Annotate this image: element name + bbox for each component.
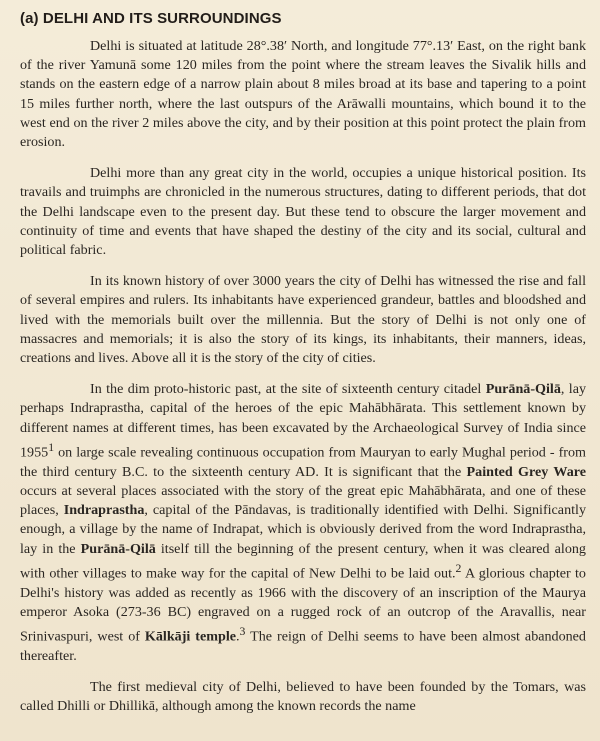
paragraph-proto-history — [20, 380, 586, 666]
term-kalkaji-temple: Kālkāji temple — [144, 628, 236, 645]
text-run: The reign of Delhi seems to have been almost abandoned thereafter. — [20, 628, 586, 664]
term-painted-grey-ware: Painted Grey Ware — [466, 463, 586, 480]
paragraph-known-history: In its known history of over 3000 years the city of Delhi has witnessed the rise and fall of several empires and rulers. Its inhabitants have experienced grandeur, battles and bloodshed and lived with the memorials built over the millennia. But the story of Delhi is not only one of massacres and memorials; it is also the story of its kings, its inhabitants, their manners, ideas, creations and lives. Above all it is the story of the city of cities. — [20, 273, 586, 367]
text-run: In the dim proto-historic past, at the site of sixteenth century citadel — [90, 381, 486, 398]
text-run: A glorious chapter to Delhi's history was added as recently as 1966 with the discovery of an inscription of the Maurya emperor Asoka (273-36 BC) engraved on a rugged rock of an outcrop of the Aravallis, near Srinivaspuri, west of — [20, 565, 586, 645]
term-indraprastha: Indraprastha — [63, 502, 145, 519]
paragraph-location: Delhi is situated at latitude 28°.38′ North, and longitude 77°.13′ East, on the right bank of the river Yamunā some 120 miles from the point where the stream leaves the Sivalik hills and stands on the eastern edge of a narrow plain about 8 miles broad at its base and tapering to a point 15 miles further north, where the last outspurs of the Arāwalli mountains, which bound it to the west end on the river 2 miles above the city, and by their position at this point protect the plain from erosion. — [20, 38, 586, 151]
footnote-marker: 1 — [48, 440, 55, 454]
text-run: on large scale revealing continuous occupation from Mauryan to early Mughal period - from the third century B.C. to the sixteenth century AD. It is significant that the — [20, 444, 586, 480]
paragraph-medieval-city: The first medieval city of Delhi, believed to have been founded by the Tomars, was called Dhilli or Dhillikā, although among the known records the name — [20, 679, 586, 715]
section-heading: (a) DELHI AND ITS SURROUNDINGS — [20, 10, 282, 27]
paragraph-historical-position: Delhi more than any great city in the world, occupies a unique historical position. Its travails and truimphs are chronicled in the numerous structures, dating to different periods, that dot the Delhi landscape even to the present day. But these tend to obscure the larger movement and continuity of time and events that have shaped the destiny of the city and its social, cultural and political fabric. — [20, 165, 586, 259]
footnote-marker: 3 — [239, 625, 246, 639]
text-run: , lay perhaps Indraprastha, capital of the heroes of the epic Mahābhārata. This settlement known by different names at different times, has been excavated by the Archaeological Survey of India since 1955 — [20, 381, 587, 461]
text-run: . — [236, 628, 240, 645]
text-run: itself till the beginning of the present century, when it was cleared along with other villages to make way for the capital of New Delhi to be laid out. — [20, 540, 586, 582]
term-purana-qila: Purānā-Qilā — [485, 381, 561, 398]
text-run: , capital of the Pāndavas, is traditionally identified with Delhi. Significantly enough, a village by the name of Indrapat, which is obviously derived from the word Indraprastha, lay in the — [20, 502, 586, 557]
text-run: occurs at several places associated with the story of the great epic Mahābhārata, and one of these places, — [20, 482, 586, 519]
footnote-marker: 2 — [455, 561, 462, 575]
term-purana-qila: Purānā-Qilā — [80, 540, 156, 557]
